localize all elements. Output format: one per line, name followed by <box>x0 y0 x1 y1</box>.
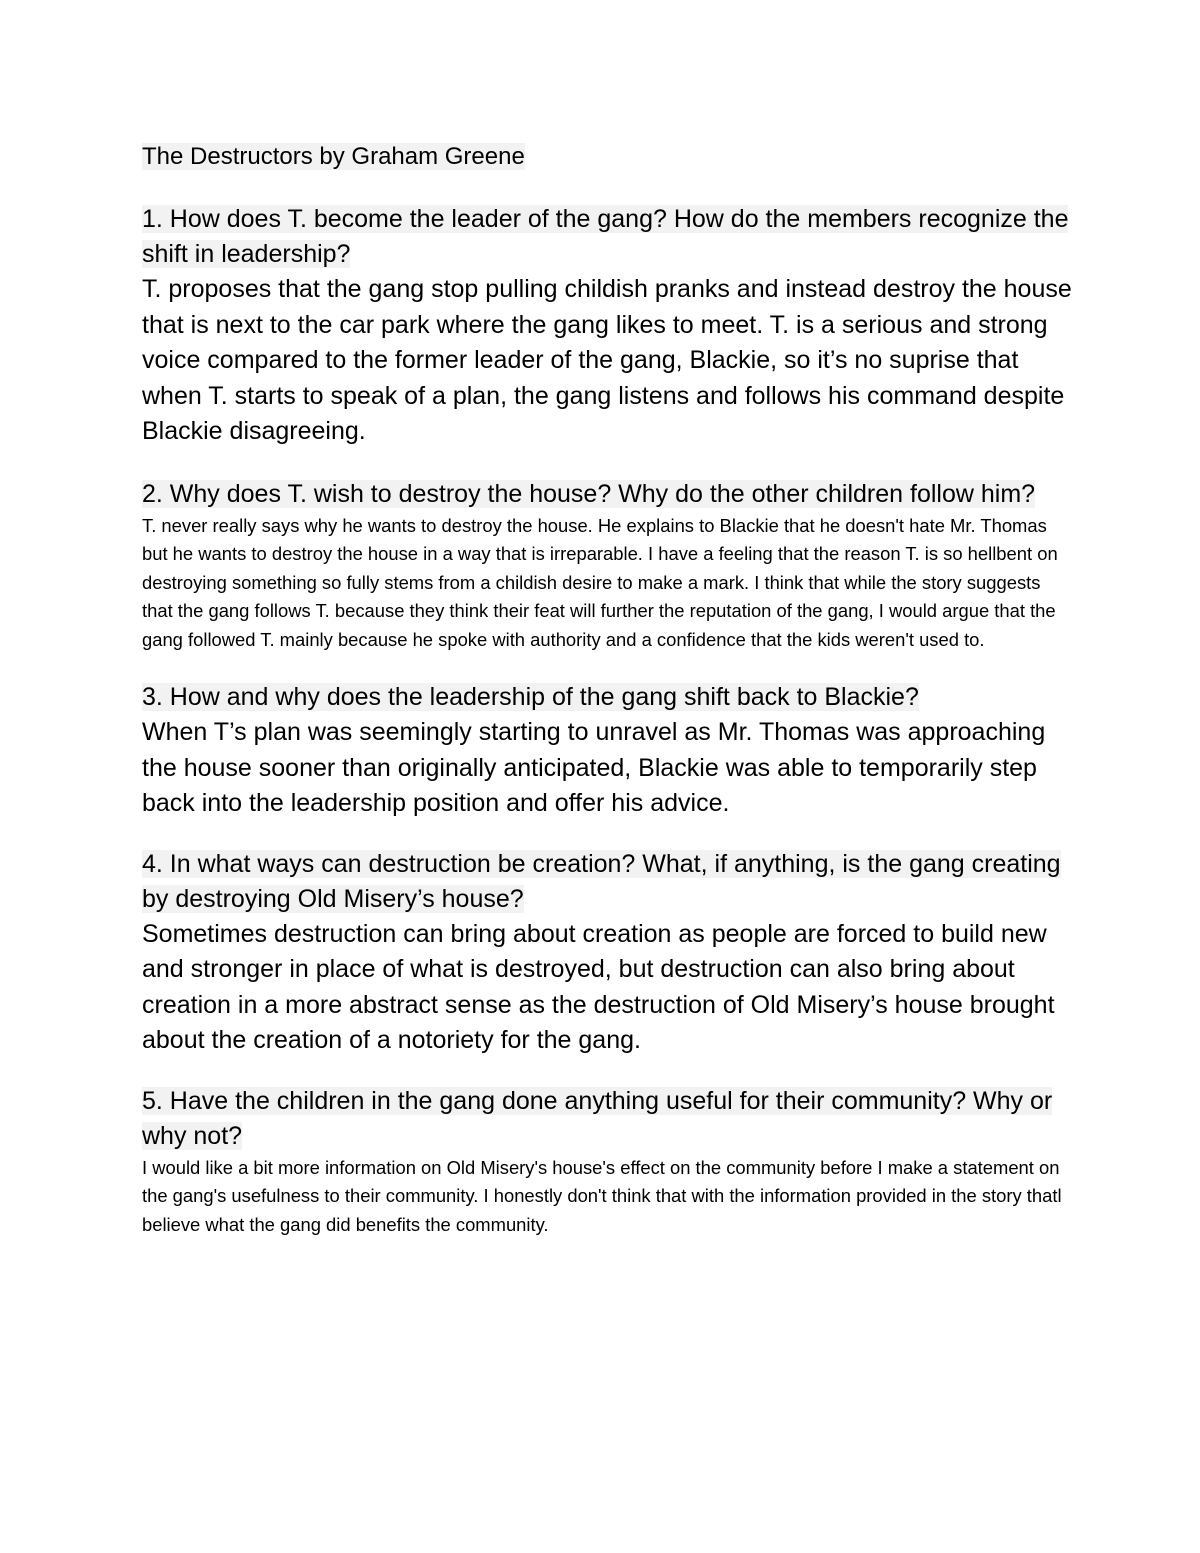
question-2 <box>142 477 1072 512</box>
answer-4: Sometimes destruction can bring about creation as people are forced to build new and stronger in place of what is destroyed, but destruction can also bring about creation in a more abstract sense as the destruction of Old Misery’s house brought about the creation of a notoriety for the gang. <box>142 919 1055 1054</box>
answer-2: T. never really says why he wants to destroy the house. He explains to Blackie that he doesn't hate Mr. Thomas but he wants to destroy the house in a way that is irreparable. I have a feeling that the reason T. is so hellbent on destroying something so fully stems from a childish desire to make a mark. I think that while the story suggests that the gang follows T. because they think their feat will further the reputation of the gang, I would argue that the gang followed T. mainly because he spoke with authority and a confidence that the kids weren't used to. <box>142 514 1058 650</box>
question-3-text: 3. How and why does the leadership of the gang shift back to Blackie? <box>142 683 919 711</box>
section-1 <box>142 202 1072 450</box>
answer-3: When T’s plan was seemingly starting to unravel as Mr. Thomas was approaching the house sooner than originally anticipated, Blackie was able to temporarily step back into the leadership position and offer his advice. <box>142 718 1046 817</box>
document-title-text: The Destructors by Graham Greene <box>142 143 525 170</box>
question-1-text: 1. How does T. become the leader of the gang? How do the members recognize the shift in leadership? <box>142 205 1069 268</box>
document-page <box>142 138 1072 1266</box>
question-4-text: 4. In what ways can destruction be creation? What, if anything, is the gang creating by destroying Old Misery’s house? <box>142 849 1061 913</box>
answer-5: I would like a bit more information on Old Misery's house's effect on the community before I make a statement on the gang's usefulness to their community. I honestly don't think that with the information provided in the story thatl believe what the gang did benefits the community. <box>142 1156 1062 1235</box>
question-1 <box>142 202 1072 272</box>
question-2-text: 2. Why does T. wish to destroy the house? Why do the other children follow him? <box>142 479 1036 508</box>
question-3 <box>142 680 1072 715</box>
section-3 <box>142 680 1072 822</box>
question-5-text: 5. Have the children in the gang done anything useful for their community? Why or why not? <box>142 1086 1053 1150</box>
document-title <box>142 138 1072 176</box>
section-2 <box>142 477 1072 655</box>
section-4 <box>142 847 1072 1059</box>
question-4 <box>142 847 1072 917</box>
question-5 <box>142 1084 1072 1154</box>
answer-1: T. proposes that the gang stop pulling childish pranks and instead destroy the house that is next to the car park where the gang likes to meet. T. is a serious and strong voice compared to the former leader of the gang, Blackie, so it’s no suprise that when T. starts to speak of a plan, the gang listens and follows his command despite Blackie disagreeing. <box>142 275 1072 445</box>
section-5 <box>142 1084 1072 1240</box>
